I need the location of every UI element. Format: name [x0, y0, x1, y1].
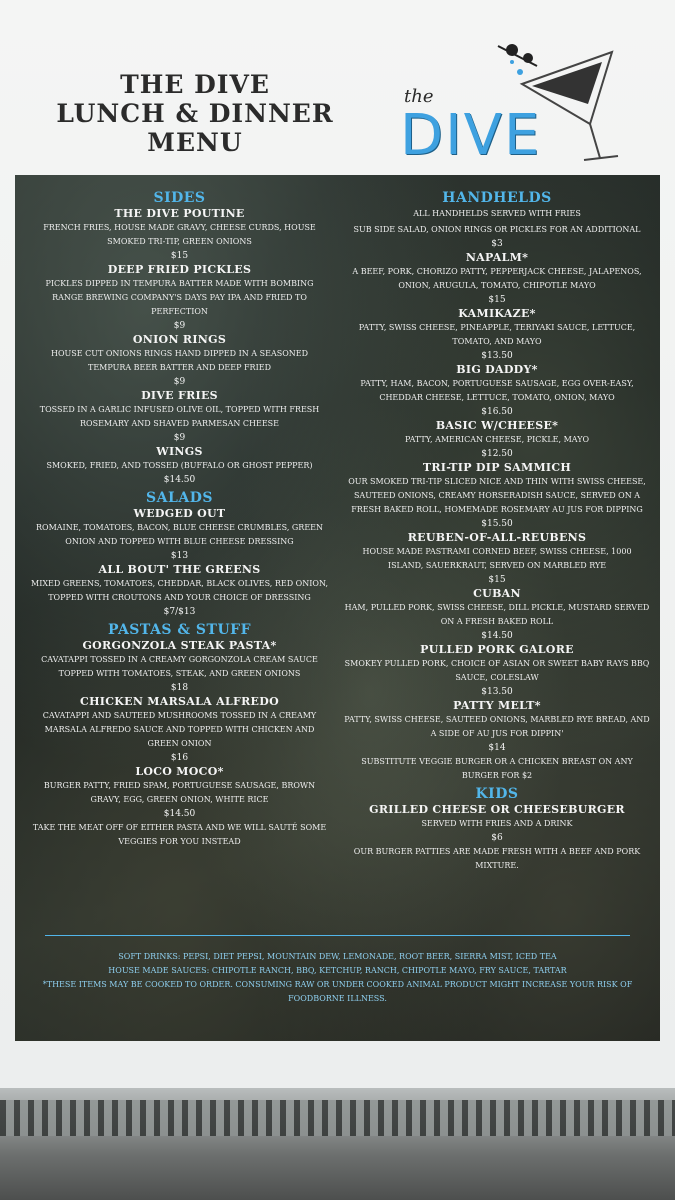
item-name: CUBAN — [473, 587, 521, 600]
item-description: PATTY, AMERICAN CHEESE, PICKLE, MAYO — [404, 435, 590, 444]
item-price: $16 — [170, 753, 189, 763]
item-price: $15.50 — [481, 519, 513, 529]
footer-divider — [45, 935, 630, 936]
item-name: BASIC W/CHEESE* — [435, 419, 559, 432]
item-price: $18 — [170, 683, 189, 693]
item-price: $13.50 — [481, 351, 513, 361]
item-description: SMOKED, FRIED, AND TOSSED (BUFFALO OR GHOST PEPPER) — [46, 461, 313, 470]
item-description: HOUSE CUT ONIONS RINGS HAND DIPPED IN A SEASONED TEMPURA BEER BATTER AND DEEP FRIED — [50, 349, 309, 372]
item-name: DIVE FRIES — [141, 389, 218, 402]
item-price: $16.50 — [481, 407, 513, 417]
item-description: PATTY, SWISS CHEESE, PINEAPPLE, TERIYAKI SAUCE, LETTUCE, TOMATO, AND MAYO — [358, 323, 636, 346]
menu-title-line: THE DIVE — [120, 70, 270, 99]
item-price: $9 — [173, 433, 186, 443]
section-heading-sides: SIDES — [153, 190, 206, 206]
menu-title — [30, 70, 360, 157]
section-heading-kids: KIDS — [475, 786, 519, 802]
item-description: TOSSED IN A GARLIC INFUSED OLIVE OIL, TOPPED WITH FRESH ROSEMARY AND SHAVED PARMESAN CHEESE — [39, 405, 320, 428]
menu-column-left — [27, 187, 332, 849]
item-price: $15 — [170, 251, 189, 261]
item-description: HAM, PULLED PORK, SWISS CHEESE, DILL PICKLE, MUSTARD SERVED ON A FRESH BAKED ROLL — [344, 603, 650, 626]
house-sauces-line: HOUSE MADE SAUCES: CHIPOTLE RANCH, BBQ, KETCHUP, RANCH, CHIPOTLE MAYO, FRY SAUCE, TARTAR — [108, 966, 567, 975]
item-price: $15 — [488, 295, 506, 305]
menu-column-right — [342, 187, 652, 873]
item-name: GRILLED CHEESE OR CHEESEBURGER — [369, 803, 625, 816]
item-name: PULLED PORK GALORE — [420, 643, 574, 656]
martini-glass-icon — [492, 36, 632, 166]
item-name: NAPALM* — [465, 251, 529, 264]
chalkboard-menu — [15, 175, 660, 1041]
item-name: WEDGED OUT — [133, 507, 226, 520]
section-heading-salads: SALADS — [146, 490, 213, 506]
item-price: $13 — [170, 551, 189, 561]
item-description: FRENCH FRIES, HOUSE MADE GRAVY, CHEESE CURDS, HOUSE SMOKED TRI-TIP, GREEN ONIONS — [43, 223, 316, 246]
item-name: PATTY MELT* — [453, 699, 541, 712]
item-description: CAVATAPPI TOSSED IN A CREAMY GORGONZOLA CREAM SAUCE TOPPED WITH TOMATOES, STEAK, AND GREEN ONIONS — [41, 655, 318, 678]
sub-option-price: $3 — [491, 239, 503, 249]
item-name: REUBEN-OF-ALL-REUBENS — [407, 531, 587, 544]
item-description: HOUSE MADE PASTRAMI CORNED BEEF, SWISS CHEESE, 1000 ISLAND, SAUERKRAUT, SERVED ON MARBLED RYE — [362, 547, 632, 570]
item-name: ONION RINGS — [132, 333, 227, 346]
item-name: KAMIKAZE* — [458, 307, 536, 320]
item-price: $9 — [173, 377, 186, 387]
item-price: $6 — [491, 833, 503, 843]
item-name: LOCO MOCO* — [135, 765, 224, 778]
item-price: $15 — [488, 575, 506, 585]
section-heading-pastas: PASTAS & STUFF — [107, 622, 252, 638]
item-price: $7/$13 — [163, 607, 196, 617]
substitute-note: SUBSTITUTE VEGGIE BURGER OR A CHICKEN BREAST ON ANY BURGER FOR $2 — [361, 757, 633, 780]
item-name: THE DIVE POUTINE — [114, 207, 245, 220]
dive-logo — [392, 36, 632, 166]
item-name: TRI-TIP DIP SAMMICH — [422, 461, 572, 474]
item-name: WINGS — [156, 445, 203, 458]
item-description: ROMAINE, TOMATOES, BACON, BLUE CHEESE CRUMBLES, GREEN ONION AND TOPPED WITH BLUE CHEESE DRESSING — [36, 523, 323, 546]
item-description: BURGER PATTY, FRIED SPAM, PORTUGUESE SAUSAGE, BROWN GRAVY, EGG, GREEN ONION, WHITE RICE — [43, 781, 316, 804]
item-description: A BEEF, PORK, CHORIZO PATTY, PEPPERJACK CHEESE, JALAPENOS, ONION, ARUGULA, TOMATO, CHIPOTLE MAYO — [352, 267, 642, 290]
item-name: DEEP FRIED PICKLES — [107, 263, 252, 276]
item-description: SMOKEY PULLED PORK, CHOICE OF ASIAN OR SWEET BABY RAYS BBQ SAUCE, COLESLAW — [344, 659, 650, 682]
item-price: $14.50 — [163, 475, 196, 485]
item-price: $14 — [488, 743, 506, 753]
item-name: CHICKEN MARSALA ALFREDO — [80, 695, 279, 708]
item-description: PICKLES DIPPED IN TEMPURA BATTER MADE WITH BOMBING RANGE BREWING COMPANY'S DAYS PAY IPA AND FRIED TO PERFECTION — [45, 279, 314, 316]
soft-drinks-line: SOFT DRINKS: PEPSI, DIET PEPSI, MOUNTAIN DEW, LEMONADE, ROOT BEER, SIERRA MIST, ICED TEA — [118, 952, 557, 961]
pasta-veggie-note: TAKE THE MEAT OFF OF EITHER PASTA AND WE WILL SAUTÉ SOME VEGGIES FOR YOU INSTEAD — [32, 823, 327, 846]
item-price: $14.50 — [481, 631, 513, 641]
menu-title-line: LUNCH & DINNER — [56, 99, 334, 128]
menu-title-line: MENU — [147, 128, 243, 157]
table-edge — [0, 1100, 675, 1136]
item-description: SERVED WITH FRIES AND A DRINK — [421, 819, 573, 828]
item-name: GORGONZOLA STEAK PASTA* — [82, 639, 277, 652]
raw-food-warning: *THESE ITEMS MAY BE COOKED TO ORDER. CONSUMING RAW OR UNDER COOKED ANIMAL PRODUCT MIGHT INCREASE YOUR RISK OF FOODBORNE ILLNESS. — [42, 980, 633, 1003]
logo-dive-text: DIVE — [400, 103, 542, 168]
burger-patty-note: OUR BURGER PATTIES ARE MADE FRESH WITH A BEEF AND PORK MIXTURE. — [353, 847, 641, 870]
item-name: ALL BOUT' THE GREENS — [98, 563, 261, 576]
item-name: BIG DADDY* — [456, 363, 538, 376]
item-price: $12.50 — [481, 449, 513, 459]
handhelds-intro: ALL HANDHELDS SERVED WITH FRIES — [413, 209, 581, 218]
item-price: $13.50 — [481, 687, 513, 697]
menu-footer — [35, 950, 640, 1006]
item-price: $9 — [173, 321, 186, 331]
item-description: CAVATAPPI AND SAUTEED MUSHROOMS TOSSED IN A CREAMY MARSALA ALFREDO SAUCE AND TOPPED WITH CHICKEN AND GREEN ONION — [42, 711, 317, 748]
item-description: OUR SMOKED TRI-TIP SLICED NICE AND THIN WITH SWISS CHEESE, SAUTEED ONIONS, CREAMY HORSERADISH SAUCE, SERVED ON A FRESH BAKED ROLL, HOMEMADE ROSEMARY AU JUS FOR DIPPING — [348, 477, 646, 514]
item-price: $14.50 — [163, 809, 196, 819]
item-description: PATTY, HAM, BACON, PORTUGUESE SAUSAGE, EGG OVER-EASY, CHEDDAR CHEESE, LETTUCE, TOMATO, ONION, MAYO — [360, 379, 634, 402]
item-description: MIXED GREENS, TOMATOES, CHEDDAR, BLACK OLIVES, RED ONION, TOPPED WITH CROUTONS AND YOUR CHOICE OF DRESSING — [31, 579, 328, 602]
logo-the-text: the — [404, 86, 434, 107]
handhelds-sub-option: SUB SIDE SALAD, ONION RINGS OR PICKLES FOR AN ADDITIONAL — [353, 225, 641, 234]
section-heading-handhelds: HANDHELDS — [442, 190, 552, 206]
item-description: PATTY, SWISS CHEESE, SAUTEED ONIONS, MARBLED RYE BREAD, AND A SIDE OF AU JUS FOR DIPPIN' — [344, 715, 650, 738]
